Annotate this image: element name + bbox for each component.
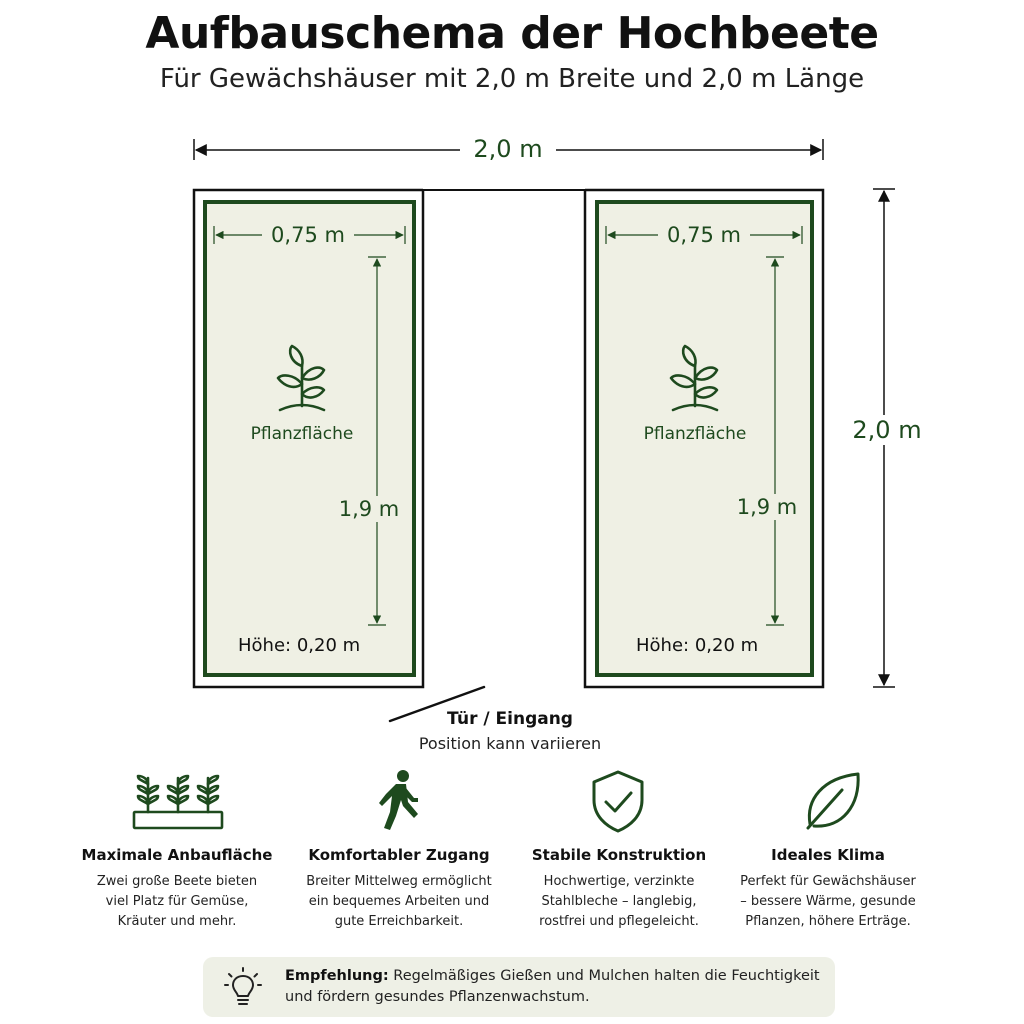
recommendation-body: Regelmäßiges Gießen und Mulchen halten die Feuchtigkeit und fördern gesundes Pflanzenwachstum. (285, 968, 820, 1005)
feature-text: Breiter Mittelweg ermöglicht ein bequemes Arbeiten und gute Erreichbarkeit. (306, 874, 492, 929)
feature-stable-construction (504, 846, 734, 932)
feature-text: Hochwertige, verzinkte Stahlbleche – langlebig, rostfrei und pflegeleicht. (539, 874, 699, 929)
recommendation-label: Empfehlung: (285, 968, 389, 984)
feature-text: Zwei große Beete bieten viel Platz für Gemüse, Kräuter und mehr. (96, 874, 258, 929)
total-width-label: 2,0 m (460, 134, 556, 164)
bed-length-label-right: 1,9 m (732, 494, 802, 520)
page-subtitle: Für Gewächshäuser mit 2,0 m Breite und 2,0 m Länge (159, 64, 865, 94)
shield-check-icon (588, 768, 648, 834)
recommendation-text (285, 966, 825, 1008)
bed-width-label-right: 0,75 m (658, 222, 750, 248)
door-subtitle: Position kann variieren (418, 734, 602, 753)
feature-comfortable-access (284, 846, 514, 932)
feature-title: Komfortabler Zugang (308, 846, 490, 864)
bed-length-label-left: 1,9 m (334, 496, 404, 522)
feature-title: Maximale Anbaufläche (81, 846, 273, 864)
door-title: Tür / Eingang (447, 709, 573, 729)
feature-text: Perfekt für Gewächshäuser – bessere Wärme, gesunde Pflanzen, höhere Erträge. (740, 874, 916, 929)
feature-title: Stabile Konstruktion (531, 846, 707, 864)
lightbulb-icon (224, 966, 262, 1008)
bed-width-label-left: 0,75 m (262, 222, 354, 248)
bed-height-right: Höhe: 0,20 m (636, 635, 759, 656)
page-title: Aufbauschema der Hochbeete (145, 8, 879, 59)
bed-label-right: Pflanzfläche (643, 424, 747, 444)
feature-max-area (62, 846, 292, 932)
bed-label-left: Pflanzfläche (250, 424, 354, 444)
raised-bed-plants-icon (130, 772, 226, 832)
bed-height-left: Höhe: 0,20 m (238, 635, 361, 656)
leaf-icon (802, 770, 864, 832)
total-length-label: 2,0 m (842, 415, 932, 445)
feature-ideal-climate (713, 846, 943, 932)
walking-person-icon (374, 768, 424, 832)
feature-title: Ideales Klima (771, 846, 885, 864)
